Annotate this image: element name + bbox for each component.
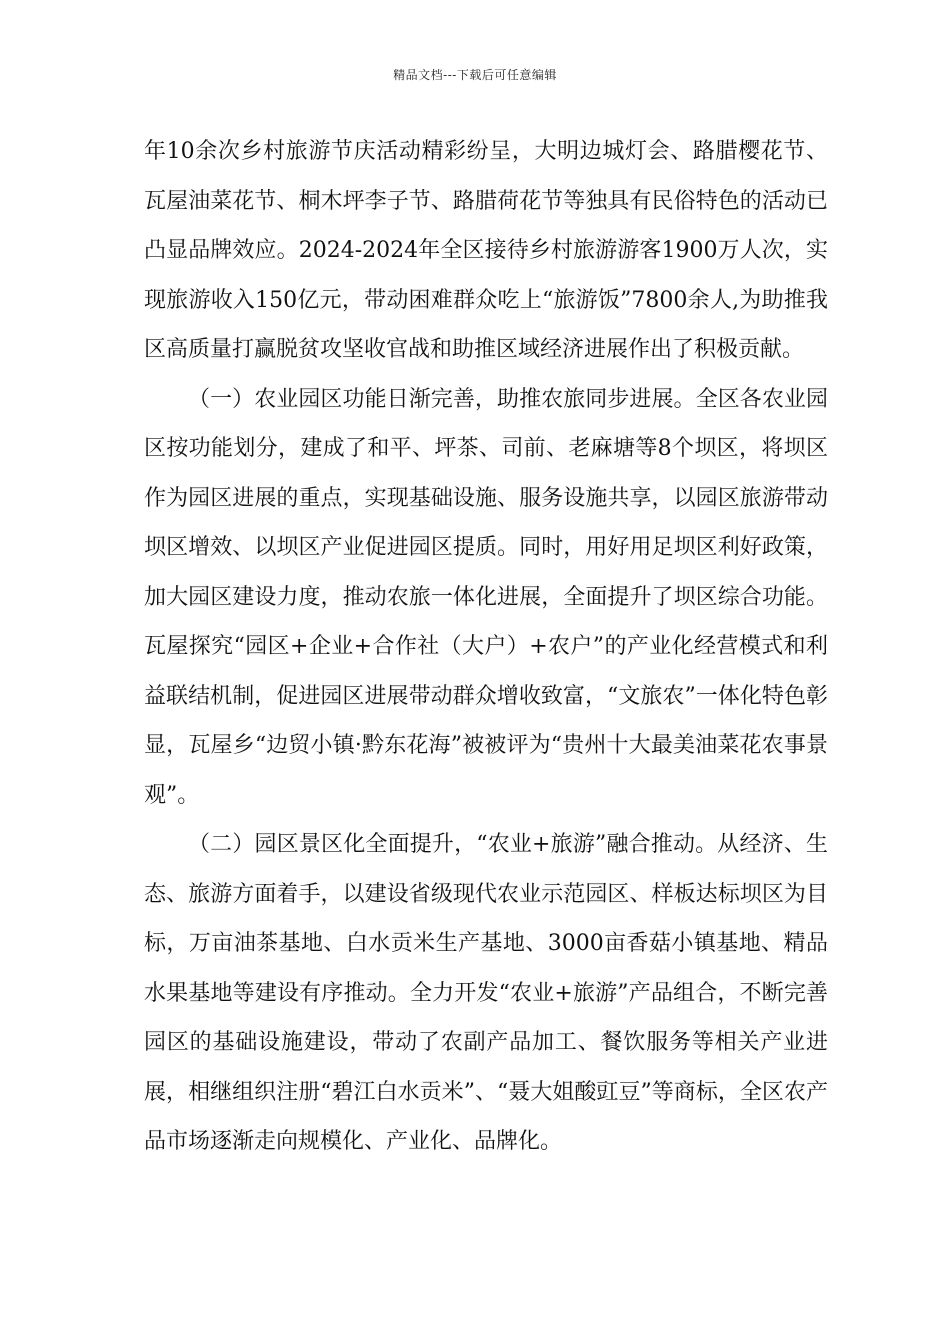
paragraph-continuation: 年10余次乡村旅游节庆活动精彩纷呈，大明边城灯会、路腊樱花节、瓦屋油菜花节、桐木坪李子节、路腊荷花节等独具有民俗特色的活动已凸显品牌效应。2024-2024年全区接待乡村旅游游客1900万人次，实现旅游收入150亿元，带动困难群众吃上“旅游饭”7800余人,为助推我区高质量打赢脱贫攻坚收官战和助推区域经济进展作出了积极贡献。 bbox=[144, 139, 828, 362]
document-body bbox=[144, 127, 828, 1167]
paragraph-section-2: （二）园区景区化全面提升，“农业+旅游”融合推动。从经济、生态、旅游方面着手，以建设省级现代农业示范园区、样板达标坝区为目标，万亩油茶基地、白水贡米生产基地、3000亩香菇小镇基地、精品水果基地等建设有序推动。全力开发“农业+旅游”产品组合，不断完善园区的基础设施建设，带动了农副产品加工、餐饮服务等相关产业进展，相继组织注册“碧江白水贡米”、“聂大姐酸豇豆”等商标，全区农产品市场逐渐走向规模化、产业化、品牌化。 bbox=[144, 832, 828, 1154]
page-header: 精品文档---下载后可任意编辑 bbox=[393, 68, 557, 82]
paragraph-section-1: （一）农业园区功能日渐完善，助推农旅同步进展。全区各农业园区按功能划分，建成了和平、坪茶、司前、老麻塘等8个坝区，将坝区作为园区进展的重点，实现基础设施、服务设施共享，以园区旅游带动坝区增效、以坝区产业促进园区提质。同时，用好用足坝区利好政策，加大园区建设力度，推动农旅一体化进展，全面提升了坝区综合功能。瓦屋探究“园区+企业+合作社（大户）+农户”的产业化经营模式和利益联结机制，促进园区进展带动群众增收致富，“文旅农”一体化特色彰显，瓦屋乡“边贸小镇·黔东花海”被被评为“贵州十大最美油菜花农事景观”。 bbox=[144, 386, 828, 808]
